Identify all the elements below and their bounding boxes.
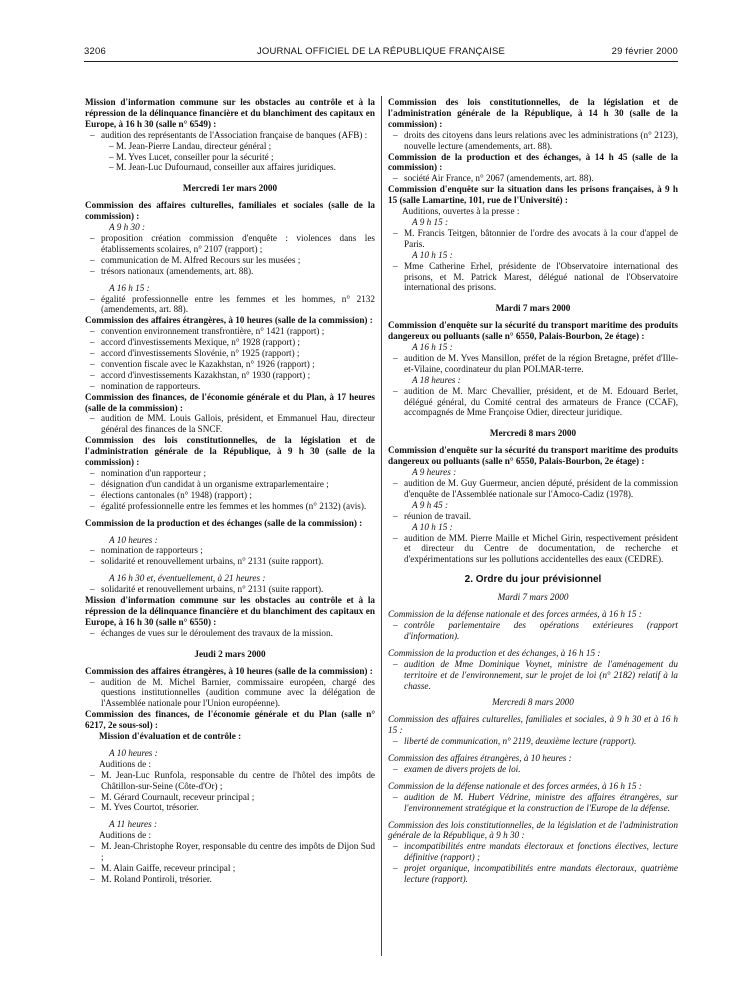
list-item: – accord d'investissements Slovénie, n° 1925 (rapport) ; — [85, 348, 375, 359]
list-item: – M. Jean-Christophe Royer, responsable du centre des impôts de Dijon Sud ; — [85, 841, 375, 863]
list-item: – M. Roland Pontiroli, trésorier. — [85, 874, 375, 885]
time-label: A 16 h 15 : — [109, 282, 150, 293]
time-label: A 10 heures : — [109, 747, 158, 758]
list-item: – projet organique, incompatibilités entre mandats électoraux, quatrième lecture (rapport). — [388, 863, 678, 885]
date-heading: Mercredi 8 mars 2000 — [489, 428, 577, 439]
list-item: – communication de M. Alfred Recours sur les musées ; — [85, 255, 375, 266]
list-item: – audition de MM. Pierre Maille et Michel Girin, respectivement président et directeur du Centre de documentation, de recherche et d'expérimentations sur les pollutions accidentelles des eaux (CEDRE). — [388, 533, 678, 566]
section-heading: Commission des lois constitutionnelles, de la législation et de l'administration générale de la République, à 14 h 30 (salle de la commission) : — [388, 97, 678, 129]
list-item: – incompatibilités entre mandats électoraux et fonctions électives, lecture définitive (rapport) ; — [388, 841, 678, 863]
date-heading: Jeudi 2 mars 2000 — [194, 648, 266, 659]
list-item: – convention environnement transfrontière, n° 1421 (rapport) ; — [85, 326, 375, 337]
list-item: – M. Yves Courtot, trésorier. — [85, 802, 375, 813]
list-item: – nomination de rapporteurs ; — [85, 545, 375, 556]
section-heading: Commission des affaires étrangères, à 10 heures : — [388, 753, 572, 764]
list-item: – M. Jean-Luc Runfola, responsable du centre de l'hôtel des impôts de Châtillon-sur-Seine (Côte-d'Or) ; — [85, 770, 375, 792]
section-heading: Commission de la défense nationale et des forces armées, à 16 h 15 : — [388, 609, 642, 620]
header-rule — [84, 61, 678, 62]
section-heading: Commission des affaires culturelles, familiales et sociales (salle de la commission) : — [85, 200, 375, 222]
time-label: A 10 heures : — [109, 534, 158, 545]
journal-title: JOURNAL OFFICIEL DE LA RÉPUBLIQUE FRANÇAISE — [256, 46, 506, 57]
time-label: A 9 h 30 : — [109, 222, 146, 233]
section-heading: Commission des finances, de l'économie générale et du Plan (salle n° 6217, 2e sous-sol) : — [85, 709, 375, 731]
list-item: – égalité professionnelle entre les femmes et les hommes (n° 2132) (avis). — [85, 501, 375, 512]
list-item: – M. Gérard Cournault, receveur principal ; — [85, 792, 375, 803]
time-label: A 10 h 15 : — [412, 249, 453, 260]
auditions-label: Auditions de : — [99, 830, 152, 841]
auditions-label: Auditions de : — [99, 758, 152, 769]
list-item: – nomination de rapporteurs. — [85, 381, 375, 392]
list-item: – réunion de travail. — [388, 511, 678, 522]
list-item: – M. Yves Lucet, conseiller pour la sécurité ; — [85, 152, 375, 163]
time-label: A 16 h 15 : — [412, 342, 453, 353]
section-heading: Commission de la production et des échanges, à 14 h 45 (salle de la commission) : — [388, 151, 678, 173]
section-heading: Commission des lois constitutionnelles, de la législation et de l'administration générale de la République, à 9 h 30 : — [388, 819, 678, 841]
time-label: A 9 heures : — [412, 467, 457, 478]
list-item: – liberté de communication, n° 2119, deuxième lecture (rapport). — [388, 736, 678, 747]
list-item: – Mme Catherine Erhel, présidente de l'Observatoire international des prisons, et M. Patrick Marest, délégué national de l'Observatoire international des prisons. — [388, 261, 678, 294]
list-item: – audition de Mme Dominique Voynet, ministre de l'aménagement du territoire et de l'environnement, sur le projet de loi (n° 2182) relatif à la chasse. — [388, 659, 678, 692]
list-item: – examen de divers projets de loi. — [388, 764, 678, 775]
list-item: – accord d'investissements Mexique, n° 1928 (rapport) ; — [85, 337, 375, 348]
section-heading: Commission d'enquête sur la situation dans les prisons françaises, à 9 h 15 (salle Lamartine, 101, rue de l'Université) : — [388, 184, 678, 206]
issue-date: 29 février 2000 — [611, 46, 678, 57]
list-item: – M. Alain Gaiffe, receveur principal ; — [85, 863, 375, 874]
section-heading: Commission des affaires étrangères, à 10 heures (salle de la commission) : — [85, 315, 373, 326]
list-item: – audition de M. Guy Guermeur, ancien député, président de la commission d'enquête de l'Assemblée nationale sur l'Amoco-Cadiz (1978). — [388, 478, 678, 500]
section-heading: Mission d'information commune sur les obstacles au contrôle et à la répression de la délinquance financière et du blanchiment des capitaux en Europe, à 16 h 30 (salle n° 6549) : — [85, 97, 375, 129]
list-item: – solidarité et renouvellement urbains, n° 2131 (suite rapport). — [85, 556, 375, 567]
time-label: A 10 h 15 : — [412, 521, 453, 532]
section-heading: Commission des lois constitutionnelles, de la législation et de l'administration générale de la République, à 9 h 30 (salle de la commission) : — [85, 435, 375, 468]
list-item: – élections cantonales (n° 1948) (rapport) ; — [85, 490, 375, 501]
section-heading: Mission d'information commune sur les obstacles au contrôle et à la répression de la délinquance financière et du blanchiment des capitaux en Europe, à 16 h 30 (salle n° 6550) : — [85, 595, 375, 627]
list-item: – solidarité et renouvellement urbains, n° 2131 (suite rapport). — [85, 584, 375, 595]
column-divider — [381, 96, 382, 956]
list-item: – audition de MM. Louis Gallois, président, et Emmanuel Hau, directeur général des finances de la SNCF. — [85, 413, 375, 435]
list-item: – audition des représentants de l'Association française de banques (AFB) : — [85, 130, 375, 141]
time-label: A 9 h 15 : — [412, 216, 449, 227]
list-item: – trésors nationaux (amendements, art. 88). — [85, 266, 375, 277]
list-item: – audition de M. Michel Barnier, commissaire européen, chargé des questions institutionnelles (audition commune avec la délégation de l'Assemblée nationale pour l'Union européenne). — [85, 677, 375, 710]
section-heading: Commission des finances, de l'économie générale et du Plan, à 17 heures (salle de la commission) : — [85, 391, 375, 413]
date-heading: Mardi 7 mars 2000 — [497, 592, 569, 603]
list-item: – échanges de vues sur le déroulement des travaux de la mission. — [85, 628, 375, 639]
list-item: – M. Jean-Luc Dufournaud, conseiller aux affaires juridiques. — [85, 162, 375, 173]
page-header — [84, 46, 678, 60]
section-title: 2. Ordre du jour prévisionnel — [464, 574, 602, 586]
date-heading: Mercredi 8 mars 2000 — [492, 697, 574, 708]
section-heading: Commission des affaires culturelles, familiales et sociales, à 9 h 30 et à 16 h 15 : — [388, 714, 678, 736]
time-label: A 11 heures : — [109, 819, 158, 830]
list-item: – égalité professionnelle entre les femmes et les hommes, n° 2132 (amendements, art. 88). — [85, 294, 375, 316]
section-heading: Commission de la production et des échanges (salle de la commission) : — [85, 517, 363, 528]
list-item: – accord d'investissements Kazakhstan, n° 1930 (rapport) ; — [85, 370, 375, 381]
time-label: A 18 heures : — [412, 374, 461, 385]
list-item: – contrôle parlementaire des opérations extérieures (rapport d'information). — [388, 620, 678, 642]
section-heading: Commission des affaires étrangères, à 10 heures (salle de la commission) : — [85, 665, 373, 676]
list-item: – nomination d'un rapporteur ; — [85, 468, 375, 479]
list-item: – audition de M. Marc Chevallier, président, et de M. Edouard Berlet, délégué général, du Comité central des armateurs de France (CCAF), accompagnés de Mme Françoise Odier, directeur juridique. — [388, 386, 678, 419]
time-label: A 16 h 30 et, éventuellement, à 21 heures : — [109, 573, 266, 584]
page-number: 3206 — [84, 46, 106, 57]
section-heading: Commission d'enquête sur la sécurité du transport maritime des produits dangereux ou polluants (salle n° 6550, Palais-Bourbon, 2e étage) : — [388, 320, 678, 342]
right-column — [388, 97, 678, 885]
list-item: – droits des citoyens dans leurs relations avec les administrations (n° 2123), nouvelle lecture (amendements, art. 88). — [388, 130, 678, 152]
section-heading: Commission d'enquête sur la sécurité du transport maritime des produits dangereux ou polluants (salle n° 6550, Palais-Bourbon, 2e étage) : — [388, 445, 678, 467]
list-item: – désignation d'un candidat à un organisme extraparlementaire ; — [85, 479, 375, 490]
section-heading: Commission de la défense nationale et des forces armées, à 16 h 15 : — [388, 780, 642, 791]
time-label: A 9 h 45 : — [412, 499, 449, 510]
list-item: – convention fiscale avec le Kazakhstan, n° 1926 (rapport) ; — [85, 359, 375, 370]
list-item: – audition de M. Hubert Védrine, ministre des affaires étrangères, sur l'environnement stratégique et la construction de l'Europe de la défense. — [388, 792, 678, 814]
date-heading: Mardi 7 mars 2000 — [495, 303, 571, 314]
subsection-heading: Mission d'évaluation et de contrôle : — [99, 731, 242, 742]
list-item: – société Air France, n° 2067 (amendements, art. 88). — [388, 173, 678, 184]
date-heading: Mercredi 1er mars 2000 — [182, 183, 278, 194]
section-heading: Commission de la production et des échanges, à 16 h 15 : — [388, 647, 601, 658]
left-column — [85, 97, 375, 885]
auditions-label: Auditions, ouvertes à la presse : — [402, 206, 520, 217]
list-item: – audition de M. Yves Mansillon, préfet de la région Bretagne, préfet d'Ille-et-Vilaine, coordinateur du plan POLMAR-terre. — [388, 353, 678, 375]
list-item: – M. Francis Teitgen, bâtonnier de l'ordre des avocats à la cour d'appel de Paris. — [388, 228, 678, 250]
list-item: – proposition création commission d'enquête : violences dans les établissements scolaires, n° 2107 (rapport) ; — [85, 233, 375, 255]
list-item: – M. Jean-Pierre Landau, directeur général ; — [85, 141, 375, 152]
